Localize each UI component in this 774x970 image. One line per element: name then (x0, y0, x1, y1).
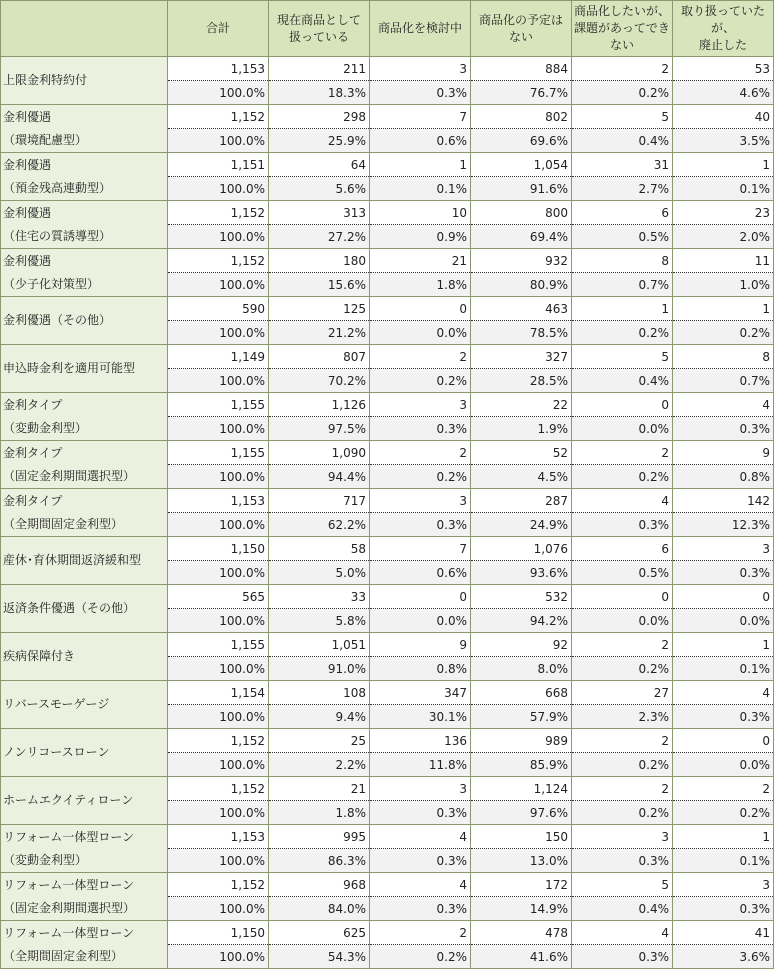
header-currently-offered: 現在商品として 扱っている (269, 1, 370, 57)
percent-cell-no-plan: 94.2% (471, 609, 572, 633)
count-cell-total: 1,152 (168, 105, 269, 129)
table-row (1, 489, 774, 513)
count-cell-no-plan: 1,054 (471, 153, 572, 177)
count-cell-currently-offered: 968 (269, 873, 370, 897)
count-cell-considering: 7 (370, 537, 471, 561)
count-cell-total: 1,155 (168, 393, 269, 417)
count-cell-no-plan: 478 (471, 921, 572, 945)
percent-cell-discontinued: 0.3% (673, 705, 774, 729)
count-cell-considering: 0 (370, 585, 471, 609)
count-cell-want-but-issues: 31 (572, 153, 673, 177)
count-cell-no-plan: 327 (471, 345, 572, 369)
percent-cell-discontinued: 0.2% (673, 321, 774, 345)
count-cell-discontinued: 11 (673, 249, 774, 273)
row-label: 金利優遇 （住宅の質誘導型） (1, 201, 168, 249)
percent-cell-total: 100.0% (168, 705, 269, 729)
count-cell-considering: 10 (370, 201, 471, 225)
percent-cell-total: 100.0% (168, 177, 269, 201)
count-cell-discontinued: 53 (673, 57, 774, 81)
percent-cell-total: 100.0% (168, 897, 269, 921)
table-row (1, 57, 774, 81)
count-cell-currently-offered: 64 (269, 153, 370, 177)
count-cell-total: 1,150 (168, 921, 269, 945)
count-cell-want-but-issues: 4 (572, 921, 673, 945)
percent-cell-considering: 0.2% (370, 369, 471, 393)
percent-cell-total: 100.0% (168, 369, 269, 393)
percent-cell-discontinued: 0.7% (673, 369, 774, 393)
count-cell-no-plan: 287 (471, 489, 572, 513)
count-cell-no-plan: 989 (471, 729, 572, 753)
count-cell-currently-offered: 313 (269, 201, 370, 225)
table-row (1, 297, 774, 321)
table-row (1, 681, 774, 705)
count-cell-discontinued: 4 (673, 681, 774, 705)
percent-cell-currently-offered: 5.6% (269, 177, 370, 201)
percent-cell-total: 100.0% (168, 657, 269, 681)
count-cell-discontinued: 3 (673, 873, 774, 897)
percent-cell-discontinued: 0.2% (673, 801, 774, 825)
table-row (1, 441, 774, 465)
percent-cell-no-plan: 69.4% (471, 225, 572, 249)
percent-cell-want-but-issues: 0.4% (572, 129, 673, 153)
percent-cell-currently-offered: 5.0% (269, 561, 370, 585)
percent-cell-want-but-issues: 0.2% (572, 657, 673, 681)
count-cell-want-but-issues: 2 (572, 633, 673, 657)
row-label: 金利優遇 （少子化対策型） (1, 249, 168, 297)
header-row (1, 1, 774, 57)
count-cell-want-but-issues: 2 (572, 777, 673, 801)
count-cell-no-plan: 52 (471, 441, 572, 465)
table-row (1, 393, 774, 417)
count-cell-discontinued: 2 (673, 777, 774, 801)
count-cell-want-but-issues: 8 (572, 249, 673, 273)
header-corner (1, 1, 168, 57)
percent-cell-total: 100.0% (168, 129, 269, 153)
table-row (1, 873, 774, 897)
percent-cell-considering: 0.3% (370, 513, 471, 537)
row-label: 金利タイプ （全期間固定金利型） (1, 489, 168, 537)
count-cell-want-but-issues: 2 (572, 729, 673, 753)
percent-cell-considering: 0.8% (370, 657, 471, 681)
percent-cell-discontinued: 12.3% (673, 513, 774, 537)
count-cell-discontinued: 0 (673, 729, 774, 753)
count-cell-want-but-issues: 2 (572, 57, 673, 81)
percent-cell-total: 100.0% (168, 225, 269, 249)
table-row (1, 537, 774, 561)
percent-cell-currently-offered: 9.4% (269, 705, 370, 729)
count-cell-no-plan: 884 (471, 57, 572, 81)
count-cell-total: 1,152 (168, 249, 269, 273)
percent-cell-considering: 1.8% (370, 273, 471, 297)
count-cell-no-plan: 1,076 (471, 537, 572, 561)
percent-cell-no-plan: 85.9% (471, 753, 572, 777)
percent-cell-no-plan: 93.6% (471, 561, 572, 585)
percent-cell-considering: 0.3% (370, 81, 471, 105)
count-cell-currently-offered: 108 (269, 681, 370, 705)
count-cell-no-plan: 150 (471, 825, 572, 849)
percent-cell-total: 100.0% (168, 609, 269, 633)
percent-cell-considering: 0.1% (370, 177, 471, 201)
row-label: 金利優遇 （預金残高連動型） (1, 153, 168, 201)
count-cell-currently-offered: 1,126 (269, 393, 370, 417)
percent-cell-considering: 30.1% (370, 705, 471, 729)
count-cell-currently-offered: 25 (269, 729, 370, 753)
percent-cell-currently-offered: 94.4% (269, 465, 370, 489)
percent-cell-no-plan: 76.7% (471, 81, 572, 105)
percent-cell-want-but-issues: 0.3% (572, 513, 673, 537)
percent-cell-total: 100.0% (168, 321, 269, 345)
table-row (1, 633, 774, 657)
percent-cell-total: 100.0% (168, 561, 269, 585)
count-cell-currently-offered: 298 (269, 105, 370, 129)
row-label: 申込時金利を適用可能型 (1, 345, 168, 393)
count-cell-considering: 3 (370, 777, 471, 801)
percent-cell-total: 100.0% (168, 81, 269, 105)
percent-cell-currently-offered: 18.3% (269, 81, 370, 105)
count-cell-discontinued: 0 (673, 585, 774, 609)
percent-cell-considering: 0.9% (370, 225, 471, 249)
count-cell-discontinued: 1 (673, 297, 774, 321)
count-cell-total: 1,153 (168, 489, 269, 513)
percent-cell-want-but-issues: 0.2% (572, 753, 673, 777)
percent-cell-no-plan: 57.9% (471, 705, 572, 729)
count-cell-considering: 4 (370, 873, 471, 897)
percent-cell-considering: 0.0% (370, 609, 471, 633)
count-cell-no-plan: 172 (471, 873, 572, 897)
percent-cell-no-plan: 4.5% (471, 465, 572, 489)
table-row (1, 777, 774, 801)
percent-cell-total: 100.0% (168, 945, 269, 969)
count-cell-considering: 7 (370, 105, 471, 129)
percent-cell-discontinued: 1.0% (673, 273, 774, 297)
count-cell-discontinued: 142 (673, 489, 774, 513)
count-cell-no-plan: 802 (471, 105, 572, 129)
percent-cell-total: 100.0% (168, 849, 269, 873)
percent-cell-no-plan: 8.0% (471, 657, 572, 681)
count-cell-considering: 21 (370, 249, 471, 273)
count-cell-considering: 136 (370, 729, 471, 753)
count-cell-currently-offered: 1,090 (269, 441, 370, 465)
count-cell-no-plan: 92 (471, 633, 572, 657)
row-label: 金利タイプ （変動金利型） (1, 393, 168, 441)
percent-cell-discontinued: 0.1% (673, 657, 774, 681)
count-cell-currently-offered: 717 (269, 489, 370, 513)
percent-cell-total: 100.0% (168, 513, 269, 537)
percent-cell-discontinued: 0.8% (673, 465, 774, 489)
percent-cell-currently-offered: 91.0% (269, 657, 370, 681)
percent-cell-no-plan: 78.5% (471, 321, 572, 345)
percent-cell-no-plan: 69.6% (471, 129, 572, 153)
count-cell-considering: 3 (370, 57, 471, 81)
count-cell-no-plan: 932 (471, 249, 572, 273)
count-cell-total: 1,153 (168, 825, 269, 849)
percent-cell-currently-offered: 5.8% (269, 609, 370, 633)
count-cell-want-but-issues: 4 (572, 489, 673, 513)
percent-cell-discontinued: 0.1% (673, 849, 774, 873)
count-cell-currently-offered: 33 (269, 585, 370, 609)
percent-cell-discontinued: 2.0% (673, 225, 774, 249)
percent-cell-no-plan: 91.6% (471, 177, 572, 201)
count-cell-want-but-issues: 1 (572, 297, 673, 321)
header-no-plan: 商品化の予定は ない (471, 1, 572, 57)
row-label: 上限金利特約付 (1, 57, 168, 105)
count-cell-total: 565 (168, 585, 269, 609)
count-cell-want-but-issues: 0 (572, 585, 673, 609)
percent-cell-considering: 0.3% (370, 849, 471, 873)
percent-cell-considering: 0.3% (370, 897, 471, 921)
count-cell-total: 1,155 (168, 441, 269, 465)
count-cell-want-but-issues: 2 (572, 441, 673, 465)
header-discontinued: 取り扱っていたが、 廃止した (673, 1, 774, 57)
percent-cell-considering: 0.3% (370, 801, 471, 825)
count-cell-currently-offered: 1,051 (269, 633, 370, 657)
count-cell-discontinued: 9 (673, 441, 774, 465)
count-cell-considering: 3 (370, 393, 471, 417)
percent-cell-currently-offered: 97.5% (269, 417, 370, 441)
count-cell-no-plan: 463 (471, 297, 572, 321)
count-cell-want-but-issues: 6 (572, 201, 673, 225)
percent-cell-want-but-issues: 0.4% (572, 897, 673, 921)
percent-cell-discontinued: 0.1% (673, 177, 774, 201)
row-label: 返済条件優遇（その他） (1, 585, 168, 633)
percent-cell-considering: 0.0% (370, 321, 471, 345)
table-row (1, 825, 774, 849)
percent-cell-discontinued: 0.3% (673, 417, 774, 441)
table-body (1, 57, 774, 969)
percent-cell-no-plan: 28.5% (471, 369, 572, 393)
percent-cell-want-but-issues: 2.7% (572, 177, 673, 201)
count-cell-considering: 2 (370, 921, 471, 945)
percent-cell-no-plan: 97.6% (471, 801, 572, 825)
percent-cell-want-but-issues: 0.2% (572, 81, 673, 105)
count-cell-discontinued: 23 (673, 201, 774, 225)
count-cell-no-plan: 800 (471, 201, 572, 225)
percent-cell-discontinued: 3.6% (673, 945, 774, 969)
percent-cell-discontinued: 0.0% (673, 609, 774, 633)
percent-cell-want-but-issues: 0.2% (572, 801, 673, 825)
percent-cell-discontinued: 0.3% (673, 897, 774, 921)
percent-cell-currently-offered: 27.2% (269, 225, 370, 249)
count-cell-considering: 347 (370, 681, 471, 705)
header-want-but-issues: 商品化したいが、 課題があってでき ない (572, 1, 673, 57)
percent-cell-considering: 0.6% (370, 129, 471, 153)
count-cell-discontinued: 1 (673, 825, 774, 849)
percent-cell-want-but-issues: 0.2% (572, 321, 673, 345)
percent-cell-want-but-issues: 0.5% (572, 225, 673, 249)
count-cell-currently-offered: 58 (269, 537, 370, 561)
count-cell-want-but-issues: 5 (572, 105, 673, 129)
percent-cell-want-but-issues: 0.4% (572, 369, 673, 393)
count-cell-considering: 3 (370, 489, 471, 513)
count-cell-no-plan: 532 (471, 585, 572, 609)
row-label: 産休･育休期間返済緩和型 (1, 537, 168, 585)
percent-cell-considering: 0.6% (370, 561, 471, 585)
count-cell-total: 1,149 (168, 345, 269, 369)
count-cell-considering: 2 (370, 441, 471, 465)
count-cell-total: 1,152 (168, 873, 269, 897)
percent-cell-currently-offered: 84.0% (269, 897, 370, 921)
count-cell-want-but-issues: 5 (572, 345, 673, 369)
count-cell-considering: 0 (370, 297, 471, 321)
count-cell-considering: 4 (370, 825, 471, 849)
count-cell-currently-offered: 807 (269, 345, 370, 369)
header-considering: 商品化を検討中 (370, 1, 471, 57)
count-cell-total: 1,152 (168, 201, 269, 225)
percent-cell-total: 100.0% (168, 273, 269, 297)
header-total: 合計 (168, 1, 269, 57)
percent-cell-currently-offered: 1.8% (269, 801, 370, 825)
percent-cell-total: 100.0% (168, 801, 269, 825)
percent-cell-currently-offered: 21.2% (269, 321, 370, 345)
count-cell-considering: 2 (370, 345, 471, 369)
count-cell-total: 1,153 (168, 57, 269, 81)
percent-cell-currently-offered: 25.9% (269, 129, 370, 153)
percent-cell-no-plan: 80.9% (471, 273, 572, 297)
percent-cell-total: 100.0% (168, 465, 269, 489)
count-cell-currently-offered: 211 (269, 57, 370, 81)
percent-cell-no-plan: 1.9% (471, 417, 572, 441)
percent-cell-currently-offered: 15.6% (269, 273, 370, 297)
percent-cell-discontinued: 3.5% (673, 129, 774, 153)
percent-cell-considering: 0.2% (370, 945, 471, 969)
count-cell-considering: 1 (370, 153, 471, 177)
count-cell-currently-offered: 21 (269, 777, 370, 801)
percent-cell-want-but-issues: 0.7% (572, 273, 673, 297)
percent-cell-want-but-issues: 2.3% (572, 705, 673, 729)
count-cell-want-but-issues: 27 (572, 681, 673, 705)
row-label: 金利タイプ （固定金利期間選択型） (1, 441, 168, 489)
percent-cell-no-plan: 13.0% (471, 849, 572, 873)
count-cell-currently-offered: 180 (269, 249, 370, 273)
count-cell-discontinued: 40 (673, 105, 774, 129)
percent-cell-considering: 11.8% (370, 753, 471, 777)
count-cell-no-plan: 668 (471, 681, 572, 705)
row-label: 金利優遇（その他） (1, 297, 168, 345)
count-cell-total: 1,155 (168, 633, 269, 657)
count-cell-want-but-issues: 3 (572, 825, 673, 849)
row-label: 疾病保障付き (1, 633, 168, 681)
percent-cell-currently-offered: 54.3% (269, 945, 370, 969)
table-row (1, 585, 774, 609)
percent-cell-want-but-issues: 0.2% (572, 465, 673, 489)
count-cell-discontinued: 1 (673, 633, 774, 657)
count-cell-total: 590 (168, 297, 269, 321)
table-row (1, 921, 774, 945)
percent-cell-no-plan: 41.6% (471, 945, 572, 969)
count-cell-discontinued: 3 (673, 537, 774, 561)
count-cell-total: 1,154 (168, 681, 269, 705)
table-row (1, 201, 774, 225)
row-label: ホームエクイティローン (1, 777, 168, 825)
percent-cell-currently-offered: 2.2% (269, 753, 370, 777)
count-cell-currently-offered: 125 (269, 297, 370, 321)
row-label: リフォーム一体型ローン （変動金利型） (1, 825, 168, 873)
percent-cell-discontinued: 0.3% (673, 561, 774, 585)
row-label: ノンリコースローン (1, 729, 168, 777)
percent-cell-currently-offered: 70.2% (269, 369, 370, 393)
count-cell-no-plan: 22 (471, 393, 572, 417)
table-row (1, 153, 774, 177)
table-row (1, 249, 774, 273)
count-cell-want-but-issues: 5 (572, 873, 673, 897)
count-cell-discontinued: 8 (673, 345, 774, 369)
percent-cell-total: 100.0% (168, 417, 269, 441)
row-label: リフォーム一体型ローン （全期間固定金利型） (1, 921, 168, 969)
percent-cell-considering: 0.2% (370, 465, 471, 489)
count-cell-currently-offered: 625 (269, 921, 370, 945)
count-cell-want-but-issues: 6 (572, 537, 673, 561)
count-cell-total: 1,150 (168, 537, 269, 561)
percent-cell-currently-offered: 86.3% (269, 849, 370, 873)
count-cell-no-plan: 1,124 (471, 777, 572, 801)
row-label: リフォーム一体型ローン （固定金利期間選択型） (1, 873, 168, 921)
count-cell-want-but-issues: 0 (572, 393, 673, 417)
count-cell-considering: 9 (370, 633, 471, 657)
count-cell-discontinued: 41 (673, 921, 774, 945)
table-row (1, 729, 774, 753)
percent-cell-discontinued: 4.6% (673, 81, 774, 105)
percent-cell-no-plan: 24.9% (471, 513, 572, 537)
percent-cell-want-but-issues: 0.5% (572, 561, 673, 585)
percent-cell-total: 100.0% (168, 753, 269, 777)
percent-cell-no-plan: 14.9% (471, 897, 572, 921)
percent-cell-discontinued: 0.0% (673, 753, 774, 777)
percent-cell-considering: 0.3% (370, 417, 471, 441)
percent-cell-want-but-issues: 0.0% (572, 609, 673, 633)
row-label: 金利優遇 （環境配慮型） (1, 105, 168, 153)
count-cell-total: 1,151 (168, 153, 269, 177)
percent-cell-want-but-issues: 0.3% (572, 849, 673, 873)
count-cell-discontinued: 1 (673, 153, 774, 177)
count-cell-discontinued: 4 (673, 393, 774, 417)
count-cell-currently-offered: 995 (269, 825, 370, 849)
percent-cell-want-but-issues: 0.0% (572, 417, 673, 441)
row-label: リバースモーゲージ (1, 681, 168, 729)
percent-cell-currently-offered: 62.2% (269, 513, 370, 537)
table-row (1, 345, 774, 369)
percent-cell-want-but-issues: 0.3% (572, 945, 673, 969)
count-cell-total: 1,152 (168, 729, 269, 753)
table-row (1, 105, 774, 129)
count-cell-total: 1,152 (168, 777, 269, 801)
